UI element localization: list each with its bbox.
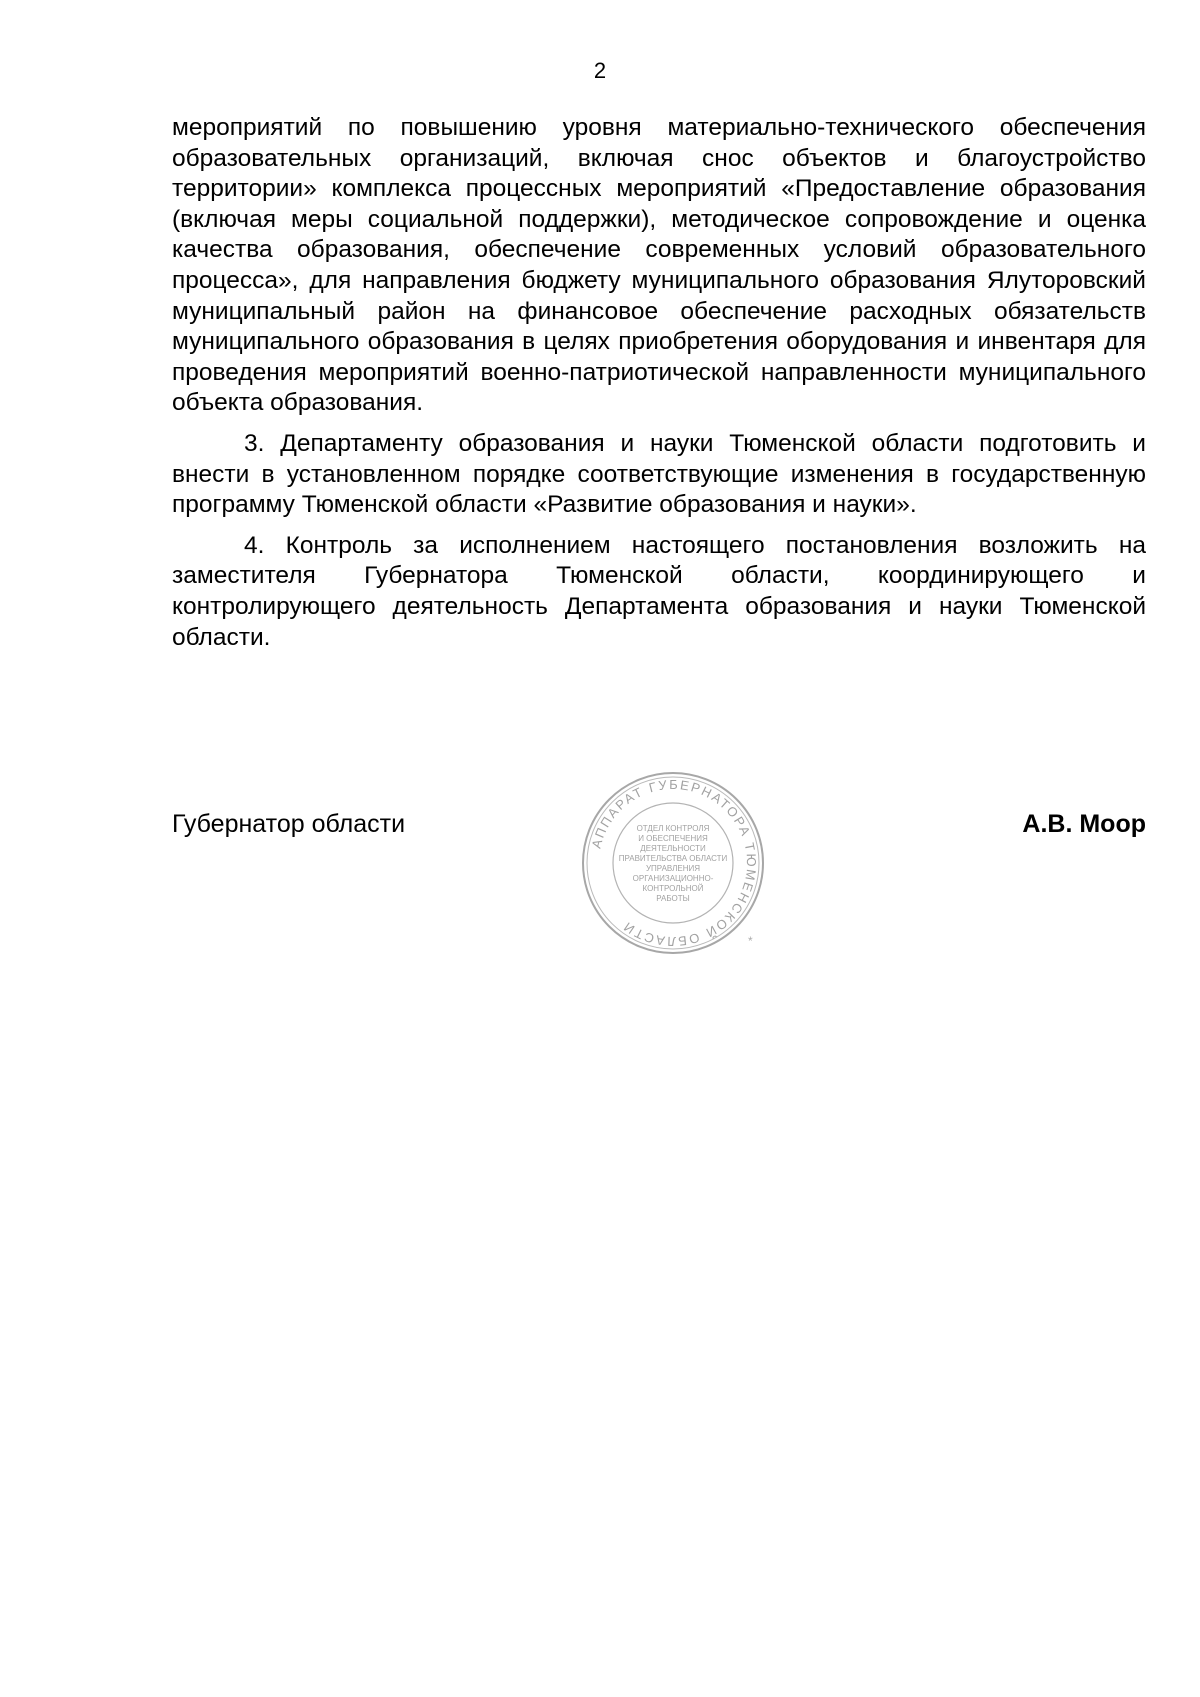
svg-text:*: * xyxy=(748,934,753,948)
seal-center-line: ОРГАНИЗАЦИОННО- xyxy=(632,874,714,883)
paragraph-item-3: 3. Департаменту образования и науки Тюменской области подготовить и внести в установленном порядке соответствующие изменения в государственную программу Тюменской области «Развитие образования и науки». xyxy=(172,429,1146,519)
seal-graphic xyxy=(578,768,768,958)
seal-center-line: ПРАВИТЕЛЬСТВА ОБЛАСТИ xyxy=(618,854,728,863)
seal-center-line: УПРАВЛЕНИЯ xyxy=(645,864,701,873)
seal-center-line: КОНТРОЛЬНОЙ xyxy=(642,884,704,893)
paragraph-continuation: мероприятий по повышению уровня материально-технического обеспечения образовательных организаций, включая снос объектов и благоустройство территории» комплекса процессных мероприятий «Предоставление образования (включая меры социальной поддержки), методическое сопровождение и оценка качества образования, обеспечение современных условий образовательного процесса», для направления бюджету муниципального образования Ялуторовский муниципальный район на финансовое обеспечение расходных обязательств муниципального образования в целях приобретения оборудования и инвентаря для проведения мероприятий военно-патриотической направленности муниципального объекта образования. xyxy=(172,114,1146,417)
seal-center-line: ОТДЕЛ КОНТРОЛЯ xyxy=(636,824,710,833)
page-number: 2 xyxy=(593,58,607,83)
signatory-name: А.В. Моор xyxy=(1022,810,1146,838)
seal-center-line: ДЕЯТЕЛЬНОСТИ xyxy=(640,844,706,853)
seal-center-line: РАБОТЫ xyxy=(656,894,690,903)
official-seal-stamp xyxy=(578,768,768,958)
paragraph-item-4: 4. Контроль за исполнением настоящего постановления возложить на заместителя Губернатора Тюменской области, координирующего и контролирующего деятельность Департамента образования и науки Тюменской области. xyxy=(172,531,1146,651)
seal-center-line: И ОБЕСПЕЧЕНИЯ xyxy=(638,834,708,843)
svg-text:АППАРАТ ГУБЕРНАТОРА ТЮМЕНСКОЙ: АППАРАТ ГУБЕРНАТОРА ТЮМЕНСКОЙ ОБЛАСТИ xyxy=(588,776,760,950)
document-body xyxy=(172,113,1146,653)
signatory-position: Губернатор области xyxy=(172,810,406,838)
